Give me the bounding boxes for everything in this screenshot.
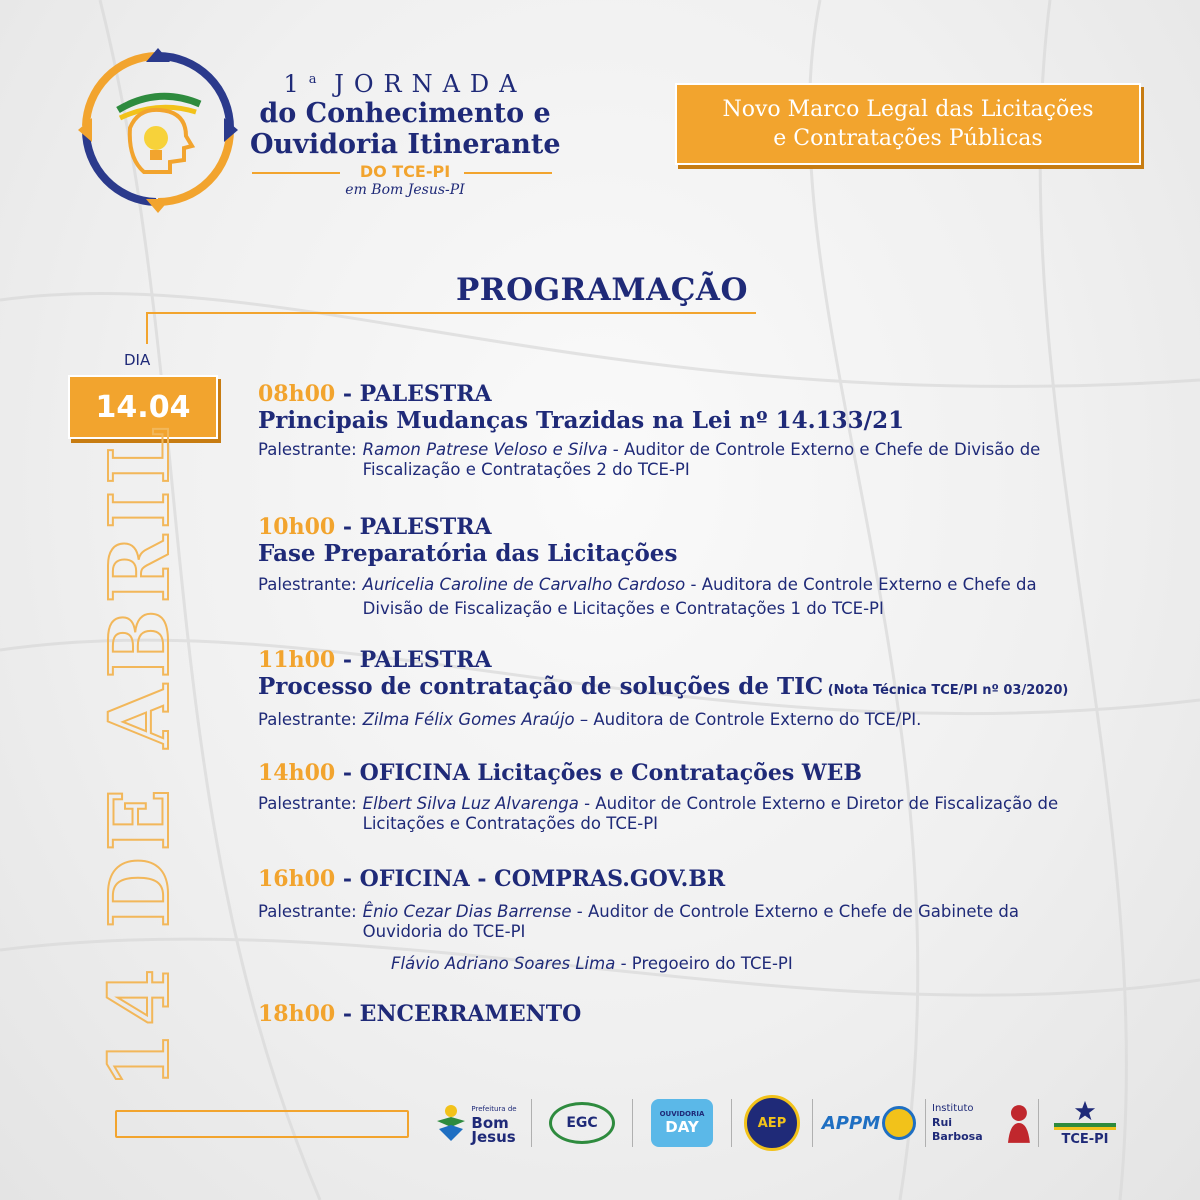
logo-ordinal: 1 bbox=[283, 70, 309, 98]
event-kind: - PALESTRA bbox=[335, 647, 492, 673]
bom-jesus-emblem-icon bbox=[433, 1103, 469, 1143]
event-time: 11h00 bbox=[258, 647, 336, 673]
event-title: Principais Mudanças Trazidas na Lei nº 14.133/21 bbox=[258, 407, 905, 434]
event-time: 16h00 bbox=[258, 866, 336, 892]
event-kind: - ENCERRAMENTO bbox=[335, 1001, 582, 1027]
event-speaker bbox=[258, 440, 1075, 480]
tce-text: TCE-PI bbox=[1061, 1131, 1109, 1147]
logo-ordinal-sup: a bbox=[308, 72, 317, 87]
event-kind: - PALESTRA bbox=[335, 381, 492, 407]
irb-name: Rui Barbosa bbox=[932, 1116, 983, 1143]
event-speaker bbox=[258, 573, 1093, 621]
event-speaker bbox=[258, 902, 1075, 942]
speaker-name: Ênio Cezar Dias Barrense bbox=[362, 902, 572, 921]
appm-seal-icon bbox=[882, 1106, 916, 1140]
bom-jesus-name-1: Bom bbox=[471, 1114, 509, 1132]
star-icon bbox=[1074, 1100, 1096, 1122]
day-label: DIA bbox=[124, 351, 151, 369]
event-logo-text bbox=[250, 66, 560, 198]
day-text: DAY bbox=[665, 1118, 699, 1136]
title-connector bbox=[146, 312, 148, 344]
speaker-role: - Auditor de Controle Externo e Diretor de Fiscalização de Licitações e Contratações do TCE-PI bbox=[362, 794, 1059, 833]
irb-small: Instituto bbox=[932, 1103, 974, 1114]
rui-barbosa-logo bbox=[932, 1088, 1032, 1158]
title-underline bbox=[146, 312, 756, 314]
event-item bbox=[258, 647, 1075, 730]
speaker-role: – Auditora de Controle Externo do TCE/PI. bbox=[574, 710, 922, 729]
event-speaker bbox=[258, 794, 1075, 834]
speaker-name: Ramon Patrese Veloso e Silva bbox=[362, 440, 608, 459]
event-time: 14h00 bbox=[258, 760, 336, 786]
egc-text: EGC bbox=[566, 1115, 598, 1131]
event-item bbox=[258, 866, 1075, 973]
banner-line-1: Novo Marco Legal das Licitações bbox=[722, 97, 1094, 122]
vertical-date-text: 14 DE ABRIL bbox=[92, 421, 188, 1089]
speaker-label: Palestrante: bbox=[258, 440, 357, 459]
bom-jesus-name-2: Jesus bbox=[471, 1128, 516, 1146]
date-value: 14.04 bbox=[95, 389, 191, 425]
event-kind: - OFICINA Licitações e Contratações WEB bbox=[335, 760, 862, 786]
logo-location: em Bom Jesus-PI bbox=[345, 182, 465, 198]
event-header bbox=[258, 381, 1075, 407]
bom-jesus-small: Prefeitura de bbox=[471, 1105, 517, 1113]
program-title: PROGRAMAÇÃO bbox=[456, 272, 748, 308]
event-time: 10h00 bbox=[258, 514, 336, 540]
logo-line-4 bbox=[250, 162, 560, 182]
logo-jornada: JORNADA bbox=[334, 70, 527, 98]
sponsor-divider bbox=[1038, 1099, 1039, 1147]
event-header bbox=[258, 1001, 581, 1027]
appm-text: APPM bbox=[821, 1112, 881, 1134]
tce-pi-logo bbox=[1045, 1088, 1125, 1158]
sponsor-bar bbox=[425, 1088, 1155, 1158]
extra-speaker-name: Flávio Adriano Soares Lima bbox=[391, 954, 616, 973]
event-header bbox=[258, 760, 1075, 786]
speaker-role: - Auditora de Controle Externo e Chefe da Divisão de Fiscalização e Licitações e Contratações 1 do TCE-PI bbox=[362, 575, 1037, 618]
event-item bbox=[258, 760, 1075, 834]
aep-text: AEP bbox=[757, 1115, 787, 1131]
appm-logo bbox=[819, 1088, 919, 1158]
speaker-name: Zilma Félix Gomes Araújo bbox=[362, 710, 575, 729]
sponsor-divider bbox=[531, 1099, 532, 1147]
speaker-label: Palestrante: bbox=[258, 902, 357, 921]
bom-jesus-logo bbox=[425, 1088, 525, 1158]
event-time: 18h00 bbox=[258, 1001, 336, 1027]
topic-banner bbox=[675, 83, 1141, 165]
event-kind: - PALESTRA bbox=[335, 514, 492, 540]
logo-line-3: Ouvidoria Itinerante bbox=[250, 129, 561, 160]
sponsor-divider bbox=[925, 1099, 926, 1147]
aep-logo bbox=[738, 1088, 806, 1158]
logo-edition bbox=[250, 66, 560, 98]
event-header bbox=[258, 647, 1075, 673]
speaker-label: Palestrante: bbox=[258, 710, 357, 729]
event-speaker bbox=[258, 710, 1075, 730]
speaker-label: Palestrante: bbox=[258, 794, 357, 813]
banner-line-2: e Contratações Públicas bbox=[773, 126, 1043, 151]
sponsor-divider bbox=[632, 1099, 633, 1147]
event-item bbox=[258, 514, 1093, 621]
sponsor-divider bbox=[731, 1099, 732, 1147]
rui-barbosa-portrait-icon bbox=[1006, 1103, 1032, 1143]
logo-line-2: do Conhecimento e bbox=[259, 98, 551, 129]
speaker-name: Auricelia Caroline de Carvalho Cardoso bbox=[362, 575, 686, 594]
speaker-role: - Auditor de Controle Externo e Chefe de Gabinete da Ouvidoria do TCE-PI bbox=[362, 902, 1020, 941]
ouvidoria-day-logo bbox=[639, 1088, 725, 1158]
extra-speaker-role: - Pregoeiro do TCE-PI bbox=[615, 954, 793, 973]
ouvidoria-text: OUVIDORIA bbox=[659, 1110, 705, 1118]
event-title: Fase Preparatória das Licitações bbox=[258, 540, 678, 567]
jornada-logo-icon bbox=[78, 48, 238, 213]
event-title-text: Processo de contratação de soluções de TIC bbox=[258, 673, 824, 700]
sponsor-divider bbox=[812, 1099, 813, 1147]
event-item bbox=[258, 381, 1075, 480]
event-title bbox=[258, 673, 1075, 705]
event-item bbox=[258, 1001, 581, 1027]
event-time: 08h00 bbox=[258, 381, 336, 407]
egc-logo bbox=[538, 1088, 626, 1158]
footer-frame bbox=[115, 1110, 409, 1138]
event-header bbox=[258, 866, 1075, 892]
speaker-role: - Auditor de Controle Externo e Chefe de Divisão de Fiscalização e Contratações 2 do TCE-PI bbox=[362, 440, 1041, 479]
event-kind: - OFICINA - COMPRAS.GOV.BR bbox=[335, 866, 726, 892]
extra-speaker bbox=[391, 954, 1075, 973]
logo-org: DO TCE-PI bbox=[359, 162, 451, 181]
speaker-name: Elbert Silva Luz Alvarenga bbox=[362, 794, 579, 813]
speaker-label: Palestrante: bbox=[258, 575, 357, 594]
event-note: (Nota Técnica TCE/PI nº 03/2020) bbox=[823, 683, 1069, 698]
event-header bbox=[258, 514, 1093, 540]
